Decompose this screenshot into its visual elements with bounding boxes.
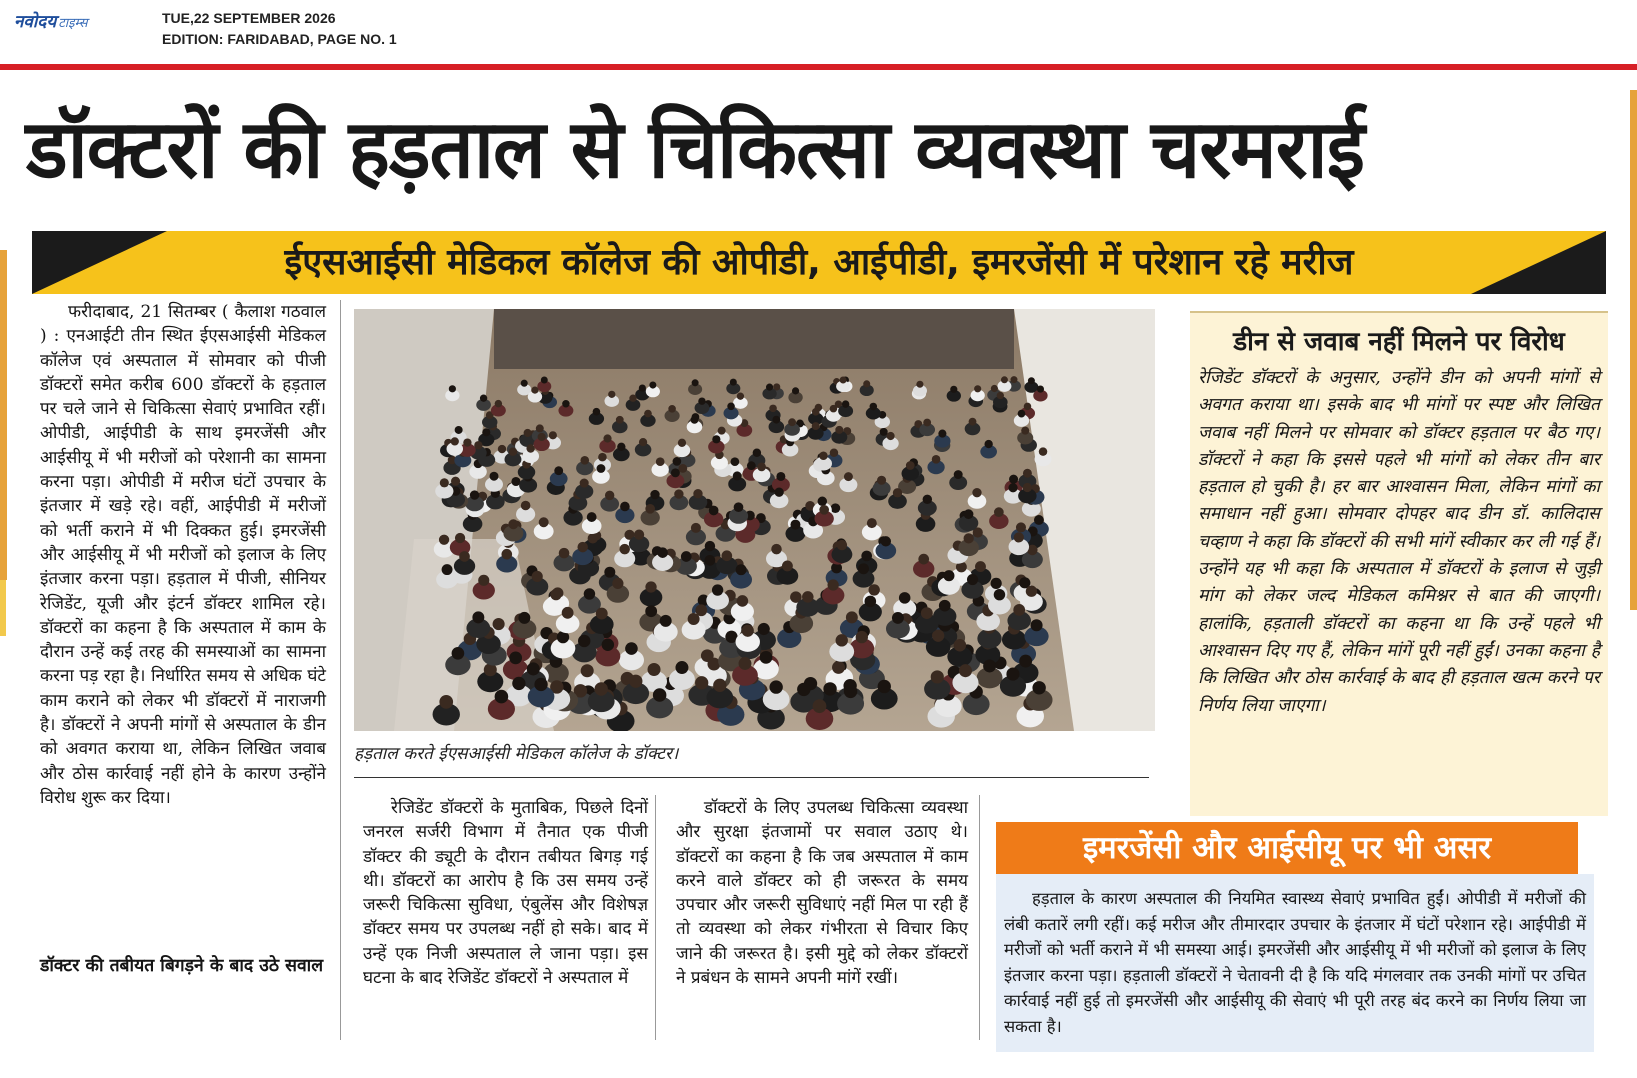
column-divider <box>340 300 341 1040</box>
photo-caption: हड़ताल करते ईएसआईसी मेडिकल कॉलेज के डॉक्टर। <box>354 744 679 764</box>
adjacent-page-edge <box>1630 90 1637 610</box>
adjacent-page-edge <box>0 580 6 636</box>
masthead-rule <box>0 64 1637 70</box>
article-column-2 <box>363 796 648 990</box>
sidebar-box-title: डीन से जवाब नहीं मिलने पर विरोध <box>1233 327 1565 357</box>
edition-info <box>162 8 397 50</box>
subheadline: ईएसआईसी मेडिकल कॉलेज की ओपीडी, आईपीडी, इमरजेंसी में परेशान रहे मरीज <box>284 242 1354 283</box>
article-column-3 <box>676 796 968 990</box>
logo-text: नवोदय <box>14 12 57 32</box>
news-photo[interactable] <box>354 309 1155 731</box>
subheadline-banner <box>32 231 1606 294</box>
edition-date: TUE,22 SEPTEMBER 2026 <box>162 10 336 26</box>
edition-page: EDITION: FARIDABAD, PAGE NO. 1 <box>162 31 397 47</box>
photo-crowd-illustration <box>354 309 1155 731</box>
newspaper-logo[interactable] <box>14 9 88 32</box>
sidebar-box-rule <box>1190 311 1608 313</box>
column-divider <box>979 795 980 1040</box>
headline: डॉक्टरों की हड़ताल से चिकित्सा व्यवस्था चरमराई <box>26 103 1364 197</box>
sidebar-box-text: रेजिडेंट डॉक्टरों के अनुसार, उन्होंने डीन को अपनी मांगों से अवगत कराया था। इसके बाद भी मांगों पर स्पष्ट और लिखित जवाब नहीं मिलने पर सोमवार को डॉक्टर हड़ताल पर बैठ गए। डॉक्टरों ने कहा कि इससे पहले भी मांगों को लेकर तीन बार हड़ताल हो चुकी है। हर बार आश्वासन मिला, लेकिन मांगों का समाधान नहीं हुआ। सोमवार दोपहर बाद डीन डॉ. कालिदास चव्हाण ने कहा कि डॉक्टरों की सभी मांगें स्वीकार कर ली गई हैं। उन्होंने यह भी कहा कि अस्पताल में डॉक्टरों के इलाज से जुड़ी मांग को लेकर जल्द मेडिकल कमिश्नर से बात की जाएगी। हालांकि, हड़ताली डॉक्टरों का कहना था कि उन्हें पहले भी आश्वासन दिए गए हैं, लेकिन मांगें पूरी नहीं हुईं। उनका कहना है कि लिखित और ठोस कार्रवाई के बाद ही हड़ताल खत्म करने पर निर्णय लिया जाएगा। <box>1198 368 1600 716</box>
adjacent-page-edge <box>0 250 7 580</box>
logo-subtext: टाइम्स <box>58 16 88 31</box>
article-body-text: डॉक्टरों के लिए उपलब्ध चिकित्सा व्यवस्था और सुरक्षा इंतजामों पर सवाल उठाए थे। डॉक्टरों का कहना है कि जब अस्पताल में काम करने वाले डॉक्टर को ही जरूरत के समय उपचार और जरूरी सुविधाएं नहीं मिल पा रही हैं तो व्यवस्था को लेकर गंभीरता से विचार किए जाने की जरूरत है। इसी मुद्दे को लेकर डॉक्टरों ने प्रबंधन के सामने अपनी मांगें रखीं। <box>676 798 968 989</box>
emergency-box-title: इमरजेंसी और आईसीयू पर भी असर <box>1082 830 1492 866</box>
article-column-1 <box>40 300 326 810</box>
emergency-box-body <box>1004 886 1586 1039</box>
caption-rule <box>354 777 1149 778</box>
column-subheading: डॉक्टर की तबीयत बिगड़ने के बाद उठे सवाल <box>40 956 324 976</box>
article-body-text: रेजिडेंट डॉक्टरों के मुताबिक, पिछले दिनों जनरल सर्जरी विभाग में तैनात एक पीजी डॉक्टर की ड्यूटी के दौरान तबीयत बिगड़ गई थी। डॉक्टरों का आरोप है कि उस समय उन्हें जरूरी चिकित्सा सुविधा, एंबुलेंस और विशेषज्ञ डॉक्टर समय पर उपलब्ध नहीं हो सके। बाद में उन्हें एक निजी अस्पताल ले जाना पड़ा। इस घटना के बाद रेजिडेंट डॉक्टरों ने अस्पताल में <box>363 798 648 989</box>
column-divider <box>655 795 656 1040</box>
article-body-text: फरीदाबाद, 21 सितम्बर ( कैलाश गठवाल ) : एनआईटी तीन स्थित ईएसआईसी मेडिकल कॉलेज एवं अस्पताल में सोमवार को पीजी डॉक्टरों समेत करीब 600 डॉक्टरों के हड़ताल पर चले जाने से चिकित्सा सेवाएं प्रभावित रहीं। ओपीडी, आईपीडी के साथ इमरजेंसी और आईसीयू में भी मरीजों को परेशानी का सामना करना पड़ा। ओपीडी में मरीज घंटों उपचार के इंतजार में खड़े रहे। वहीं, आईपीडी में मरीजों को भर्ती कराने में भी दिक्कत हुई। इमरजेंसी और आईसीयू में भी मरीजों को इलाज के लिए इंतजार करना पड़ा। हड़ताल में पीजी, सीनियर रेजिडेंट, यूजी और इंटर्न डॉक्टर शामिल रहे। डॉक्टरों का कहना है कि अस्पताल में काम के दौरान उन्हें कई तरह की समस्याओं का सामना करना पड़ रहा है। निर्धारित समय से अधिक घंटे काम कराने को लेकर भी डॉक्टरों में नाराजगी है। डॉक्टरों ने अपनी मांगों से अस्पताल के डीन को अवगत कराया था, लेकिन लिखित जवाब और ठोस कार्रवाई नहीं होने के कारण उन्होंने विरोध शुरू कर दिया। <box>40 302 326 808</box>
emergency-box-text: हड़ताल के कारण अस्पताल की नियमित स्वास्थ्य सेवाएं प्रभावित हुईं। ओपीडी में मरीजों की लंबी कतारें लगी रहीं। कई मरीज और तीमारदार उपचार के इंतजार में घंटों परेशान रहे। आईपीडी में मरीजों को भर्ती कराने में भी समस्या आई। इमरजेंसी और आईसीयू में भी मरीजों को इलाज के लिए इंतजार करना पड़ा। हड़ताली डॉक्टरों ने चेतावनी दी है कि यदि मंगलवार तक उनकी मांगों पर उचित कार्रवाई नहीं हुई तो इमरजेंसी और आईसीयू की सेवाएं भी पूरी तरह बंद करने का निर्णय लिया जा सकता है। <box>1004 889 1586 1036</box>
